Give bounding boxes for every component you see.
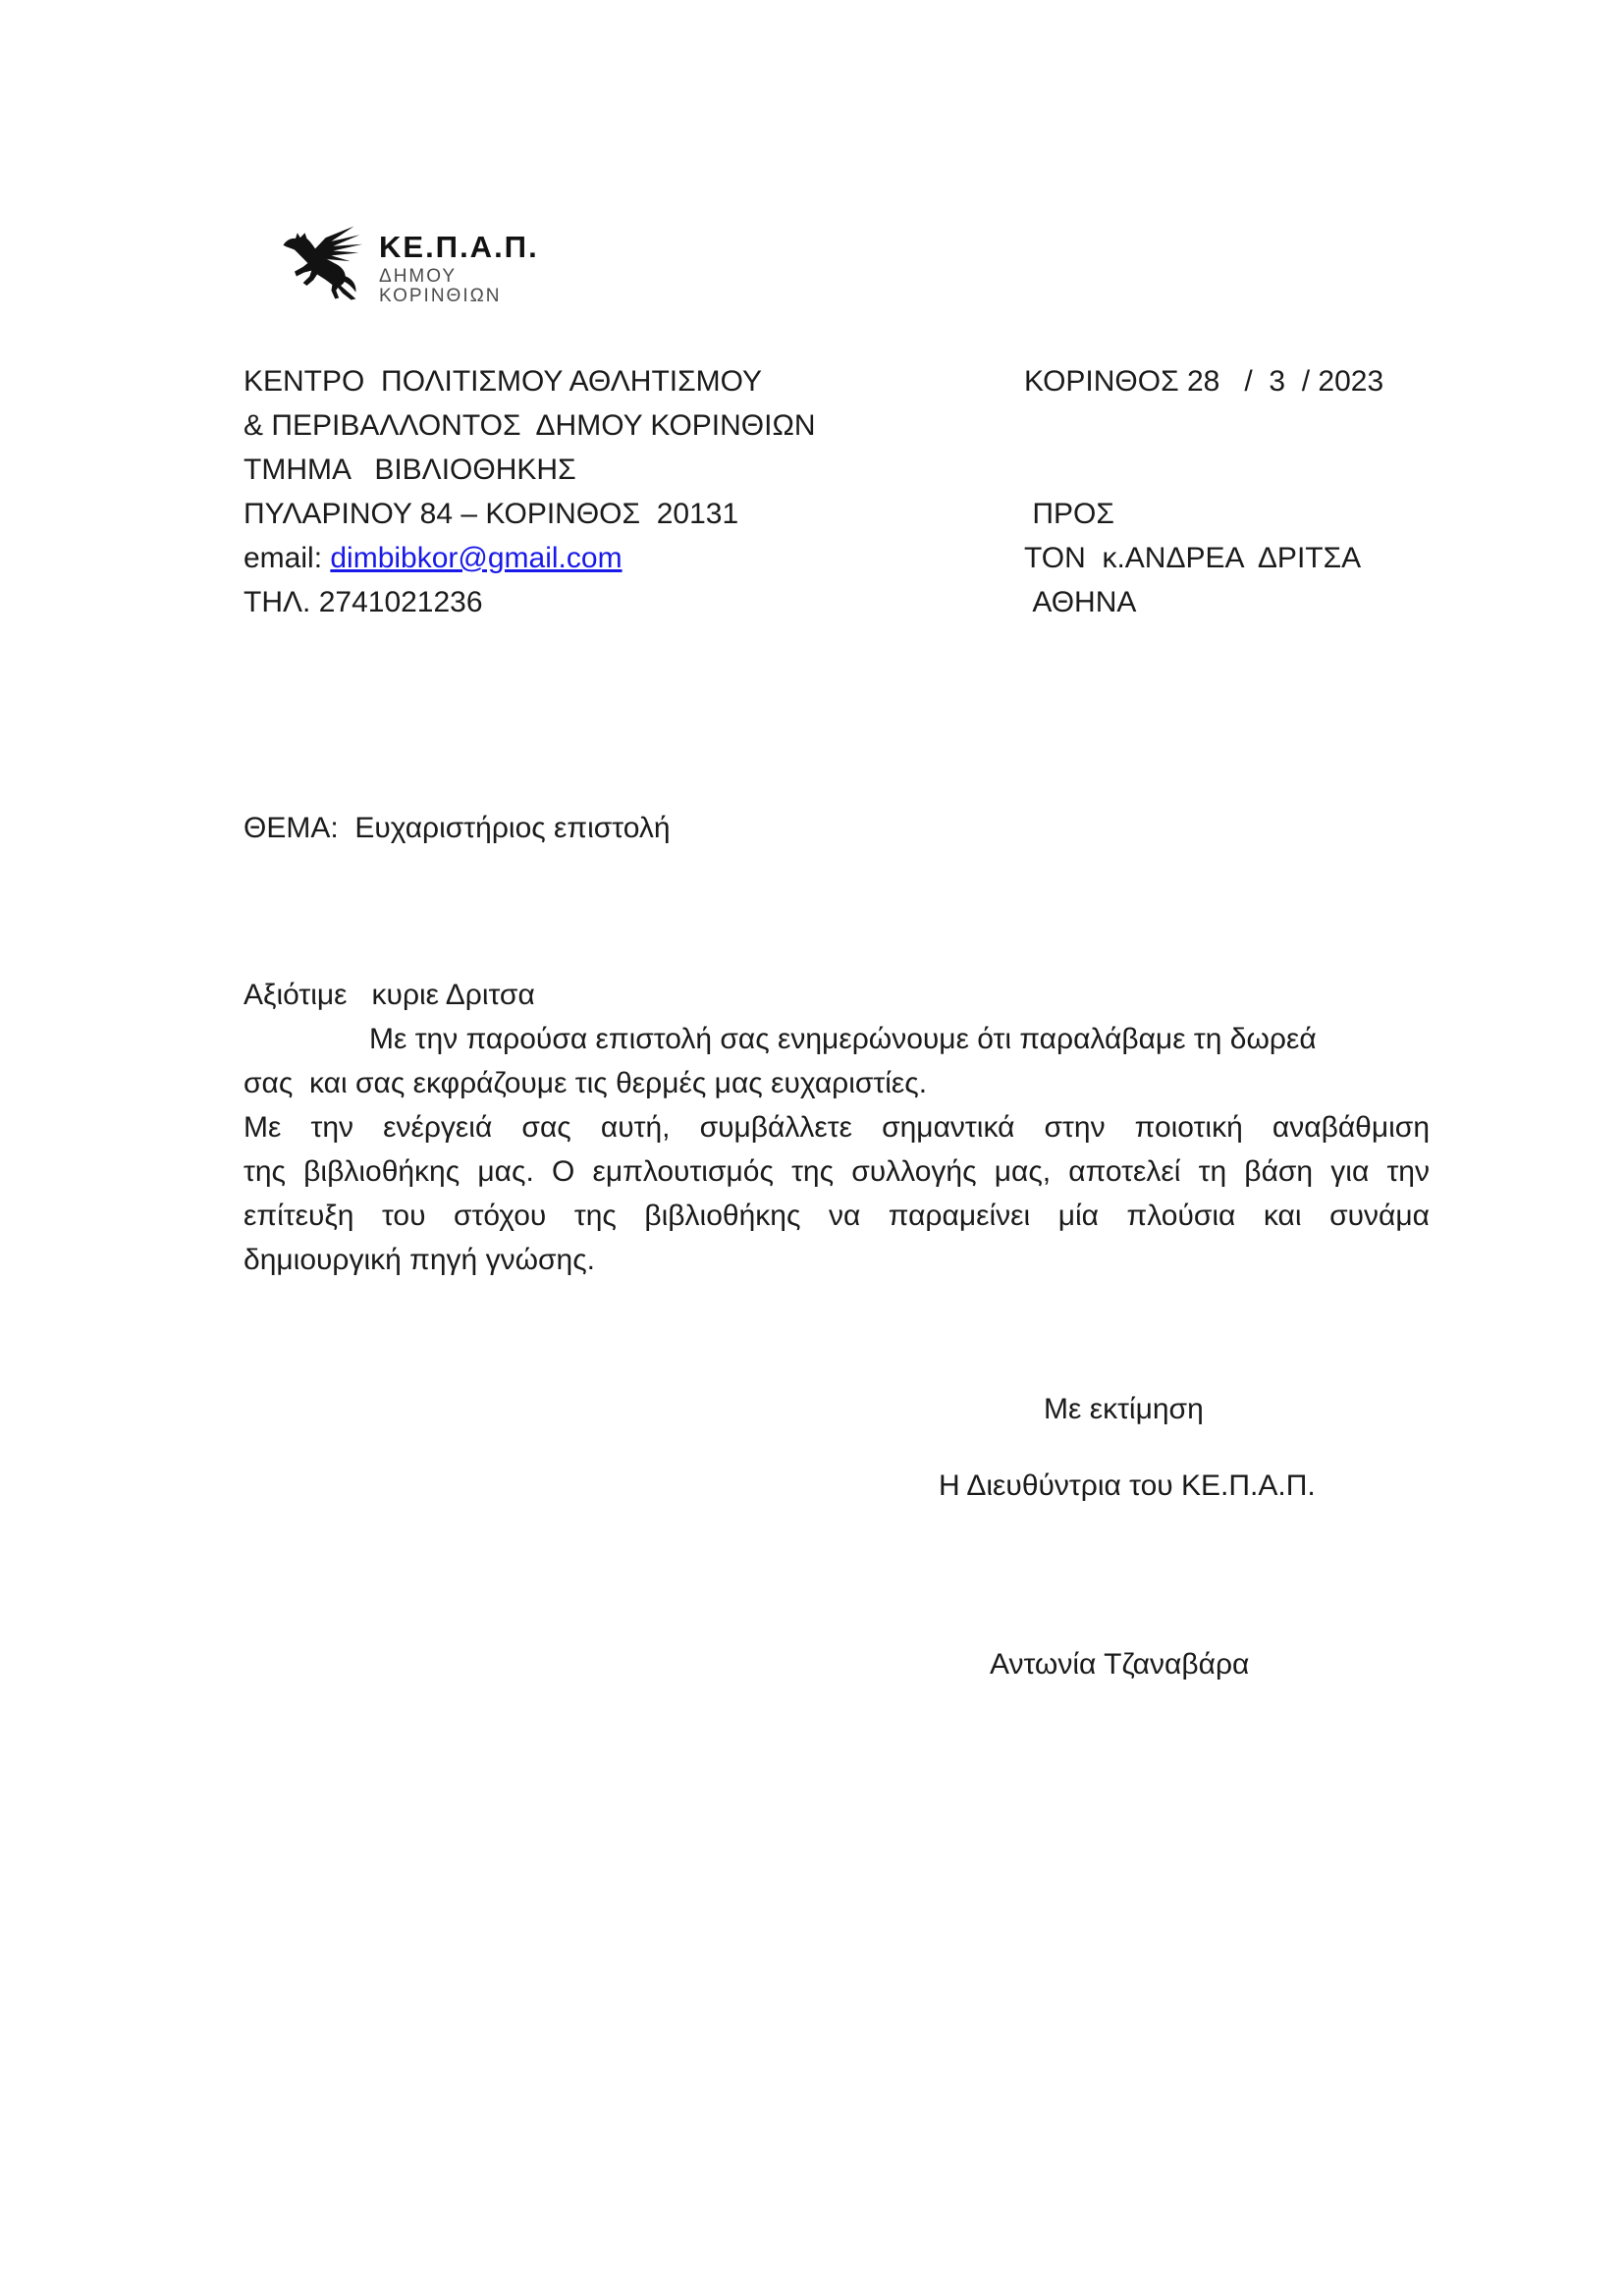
- date-line: ΚΟΡΙΝΘΟΣ 28 / 3 / 2023: [1024, 365, 1384, 398]
- body-p2-line4: δημιουργική πηγή γνώσης.: [244, 1244, 595, 1276]
- org-name-line2: & ΠΕΡΙΒΑΛΛΟΝΤΟΣ ΔΗΜΟΥ ΚΟΡΙΝΘΙΩΝ: [244, 409, 816, 442]
- signer-name: Αντωνία Τζαναβάρα: [990, 1648, 1250, 1681]
- body-p2-line1: Με την ενέργειά σας αυτή, συμβάλλετε σημαντικά στην ποιοτική αναβάθμιση: [244, 1111, 1430, 1144]
- pegasus-icon: [271, 222, 365, 304]
- kepap-logo: [271, 222, 1430, 304]
- org-name-line1: ΚΕΝΤΡΟ ΠΟΛΙΤΙΣΜΟΥ ΑΘΛΗΤΙΣΜΟΥ: [244, 365, 763, 398]
- recipient-city: ΑΘΗΝΑ: [1024, 586, 1137, 618]
- sender-block: [244, 359, 1024, 624]
- email-label: email:: [244, 542, 331, 574]
- closing-regards: Με εκτίμηση: [1044, 1393, 1204, 1425]
- spacer-line: [1024, 403, 1430, 448]
- letter-header: [244, 359, 1430, 624]
- logo-sub-line2: ΚΟΡΙΝΘΙΩΝ: [379, 286, 502, 306]
- recipient-block: [1024, 359, 1430, 624]
- logo-acronym: ΚΕ.Π.Α.Π.: [379, 230, 539, 264]
- body-p2-line2: της βιβλιοθήκης μας. Ο εμπλουτισμός της συλλογής μας, αποτελεί τη βάση για την: [244, 1155, 1430, 1188]
- org-department-line: ΤΜΗΜΑ ΒΙΒΛΙΟΘΗΚΗΣ: [244, 454, 576, 486]
- pros-label: ΠΡΟΣ: [1024, 498, 1114, 530]
- email-link[interactable]: dimbibkor@gmail.com: [330, 542, 623, 574]
- body-p1-line2: σας και σας εκφράζουμε τις θερμές μας ευχαριστίες.: [244, 1067, 928, 1099]
- recipient-name: ΤΟΝ κ.ΑΝΔΡΕΑ ΔΡΙΤΣΑ: [1024, 542, 1362, 574]
- logo-text: [379, 222, 539, 306]
- subject-line: ΘΕΜΑ: Ευχαριστήριος επιστολή: [244, 812, 671, 844]
- phone-line: ΤΗΛ. 2741021236: [244, 586, 483, 618]
- greeting-line: Αξιότιμε κυριε Δριτσα: [244, 979, 535, 1011]
- email-line: [244, 536, 1024, 580]
- signer-title: Η Διευθύντρια του ΚΕ.Π.Α.Π.: [939, 1469, 1316, 1502]
- logo-sub-line1: ΔΗΜΟΥ: [379, 266, 458, 287]
- body-p2-line3: επίτευξη του στόχου της βιβλιοθήκης να παραμείνει μία πλούσια και συνάμα: [244, 1200, 1430, 1232]
- body-p1-line1: Με την παρούσα επιστολή σας ενημερώνουμε ότι παραλάβαμε τη δωρεά: [369, 1023, 1317, 1055]
- spacer-line: [1024, 448, 1430, 492]
- org-address-line: ΠΥΛΑΡΙΝΟΥ 84 – ΚΟΡΙΝΘΟΣ 20131: [244, 498, 739, 530]
